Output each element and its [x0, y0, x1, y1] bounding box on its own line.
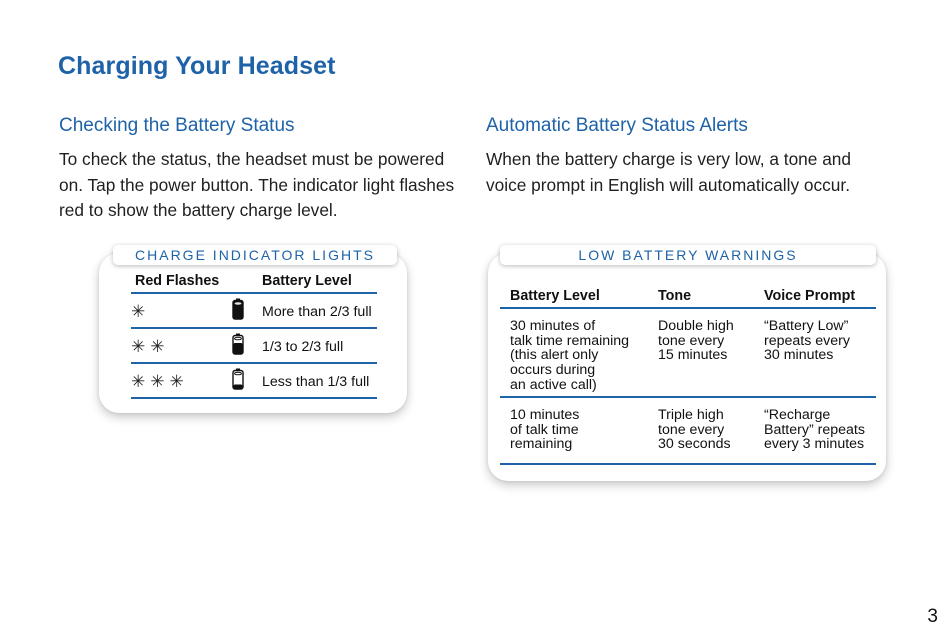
divider [500, 307, 876, 309]
cell-line: “Battery Low” [764, 318, 849, 334]
col-header-tone: Tone [658, 288, 692, 304]
battery-full-icon [232, 298, 244, 320]
battery-level-cell [510, 319, 629, 393]
cell-line: 30 minutes of [510, 318, 596, 334]
cell-line: Battery” repeats [764, 421, 865, 438]
battery-level-text: More than 2/3 full [262, 304, 372, 320]
cell-line: every 3 minutes [764, 436, 865, 453]
battery-status-heading: Checking the Battery Status [59, 115, 295, 136]
battery-level-text: 1/3 to 2/3 full [262, 339, 344, 355]
col-header-battery-level: Battery Level [510, 288, 600, 304]
tone-cell [658, 319, 734, 363]
col-header-voice-prompt: Voice Prompt [764, 288, 856, 304]
page-title: Charging Your Headset [58, 52, 336, 80]
flash-icon-two: ✳✳ [131, 337, 170, 356]
alerts-heading: Automatic Battery Status Alerts [486, 115, 748, 136]
col-header-battery-level: Battery Level [262, 273, 352, 289]
divider [131, 362, 377, 364]
body-line: To check the status, the headset must be powered [59, 149, 445, 169]
voice-prompt-cell [764, 319, 850, 363]
cell-line: 15 minutes [658, 347, 728, 364]
battery-half-icon [232, 333, 244, 355]
divider [131, 292, 377, 294]
flash-icon-three: ✳✳✳ [131, 372, 189, 391]
low-battery-label: LOW BATTERY WARNINGS [500, 245, 876, 265]
cell-line: 30 seconds [658, 436, 731, 453]
divider [500, 463, 876, 465]
flash-icon-one: ✳ [131, 302, 151, 321]
divider [500, 396, 876, 398]
cell-line: of talk time [510, 421, 579, 438]
cell-line: 10 minutes [510, 407, 580, 423]
cell-line: Double high [658, 318, 734, 334]
page-number: 3 [927, 606, 938, 627]
cell-line: Triple high [658, 407, 724, 423]
cell-line: tone every [658, 332, 725, 349]
cell-line: tone every [658, 421, 725, 438]
battery-level-cell [510, 408, 579, 452]
body-line: voice prompt in English will automatically occur. [486, 174, 851, 195]
body-line: red to show the battery charge level. [59, 200, 338, 220]
cell-line: 30 minutes [764, 347, 834, 364]
voice-prompt-cell [764, 408, 865, 452]
body-line: When the battery charge is very low, a tone and [486, 149, 852, 169]
cell-line: (this alert only [510, 347, 599, 364]
battery-status-body [59, 147, 454, 224]
cell-line: occurs during [510, 362, 596, 379]
divider [131, 327, 377, 329]
alerts-body [486, 147, 851, 198]
cell-line: repeats every [764, 332, 850, 349]
body-line: on. Tap the power button. The indicator light flashes [59, 174, 455, 195]
charge-indicator-label: CHARGE INDICATOR LIGHTS [113, 245, 397, 265]
tone-cell [658, 408, 731, 452]
battery-level-text: Less than 1/3 full [262, 374, 370, 390]
cell-line: talk time remaining [510, 332, 630, 349]
divider [131, 397, 377, 399]
cell-line: “Recharge [764, 407, 831, 423]
cell-line: remaining [510, 436, 573, 453]
battery-low-icon [232, 368, 244, 390]
col-header-red-flashes: Red Flashes [135, 273, 220, 289]
cell-line: an active call) [510, 376, 597, 393]
